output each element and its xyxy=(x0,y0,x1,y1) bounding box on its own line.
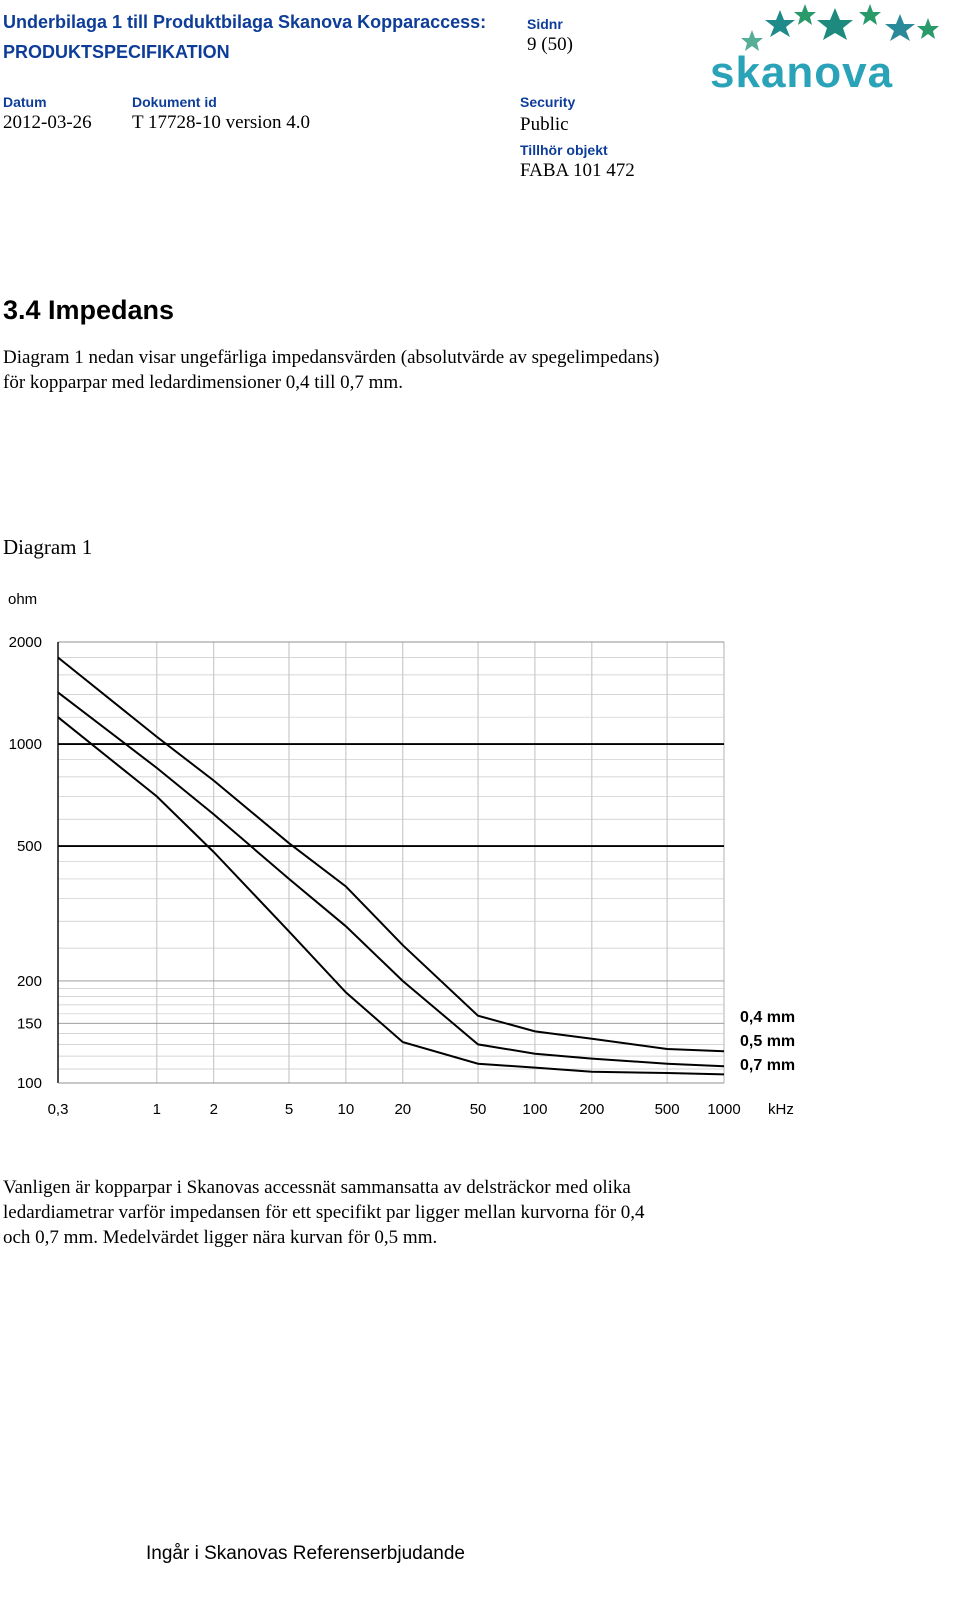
doc-title-line1: Underbilaga 1 till Produktbilaga Skanova Kopparaccess: xyxy=(3,12,487,32)
after-chart-line1: Vanligen är kopparpar i Skanovas accessnät sammansatta av delsträckor med olika xyxy=(3,1177,631,1198)
datum-label: Datum xyxy=(3,94,47,110)
y-tick-label: 200 xyxy=(16,972,42,990)
y-axis-label: ohm xyxy=(8,591,38,608)
x-tick-label: 1 xyxy=(152,1101,162,1118)
x-tick-label: 2 xyxy=(209,1101,218,1118)
tillhor-objekt-value: FABA 101 472 xyxy=(520,160,635,181)
tillhor-objekt-label: Tillhör objekt xyxy=(520,142,608,158)
series-line-2 xyxy=(58,717,724,1074)
y-tick-label: 500 xyxy=(16,838,42,856)
diagram-title: Diagram 1 xyxy=(3,535,93,559)
after-chart-line2: ledardiametrar varför impedansen för ett specifikt par ligger mellan kurvorna för 0,4 xyxy=(3,1202,645,1223)
security-value: Public xyxy=(520,114,569,135)
y-tick-label: 150 xyxy=(16,1015,42,1033)
after-chart-line3: och 0,7 mm. Medelvärdet ligger nära kurvan för 0,5 mm. xyxy=(3,1227,438,1248)
legend-label: 0,5 mm xyxy=(740,1033,796,1050)
x-tick-label: 200 xyxy=(579,1101,605,1118)
legend-label: 0,4 mm xyxy=(740,1009,796,1026)
section-heading: 3.4 Impedans xyxy=(3,295,175,325)
x-axis-label: kHz xyxy=(768,1101,794,1118)
intro-text-line1: Diagram 1 nedan visar ungefärliga impedansvärden (absolutvärde av spegelimpedans) xyxy=(3,347,660,368)
sidnr-value: 9 (50) xyxy=(527,34,573,55)
dokument-id-label: Dokument id xyxy=(132,94,217,110)
x-tick-label: 100 xyxy=(522,1101,548,1118)
series-line-0 xyxy=(58,658,724,1052)
x-tick-label: 20 xyxy=(394,1101,412,1118)
x-tick-label: 0,3 xyxy=(47,1101,69,1118)
doc-title-line2: PRODUKTSPECIFIKATION xyxy=(3,42,230,62)
logo-wordmark: skanova xyxy=(710,48,894,97)
legend-label: 0,7 mm xyxy=(740,1057,796,1074)
datum-value: 2012-03-26 xyxy=(3,112,92,133)
dokument-id-value: T 17728-10 version 4.0 xyxy=(132,112,311,133)
footer-text: Ingår i Skanovas Referenserbjudande xyxy=(146,1543,465,1564)
security-label: Security xyxy=(520,94,576,110)
sidnr-label: Sidnr xyxy=(527,16,563,32)
x-tick-label: 10 xyxy=(337,1101,355,1118)
y-tick-label: 2000 xyxy=(8,634,42,651)
x-tick-label: 50 xyxy=(469,1101,487,1118)
y-tick-label: 1000 xyxy=(8,736,42,754)
x-tick-label: 1000 xyxy=(707,1101,741,1118)
y-tick-label: 100 xyxy=(16,1075,42,1092)
series-line-1 xyxy=(58,692,724,1066)
x-tick-label: 500 xyxy=(654,1101,680,1118)
intro-text-line2: för kopparpar med ledardimensioner 0,4 till 0,7 mm. xyxy=(3,372,403,393)
x-tick-label: 5 xyxy=(284,1101,294,1118)
